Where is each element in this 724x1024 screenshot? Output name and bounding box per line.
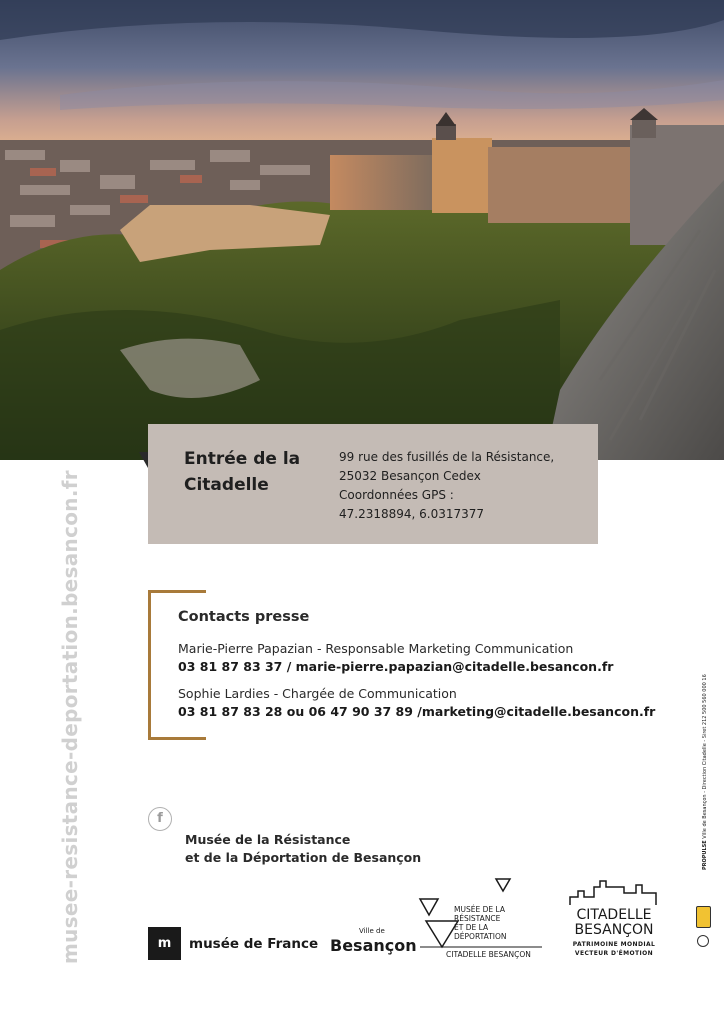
print-label-icon <box>696 906 711 928</box>
facebook-line-1: Musée de la Résistance <box>185 832 351 847</box>
musee-logo-line-3: ET DE LA <box>454 923 489 932</box>
contact-1-details[interactable]: 03 81 87 83 37 / marie-pierre.papazian@citadelle.besancon.fr <box>178 659 614 674</box>
address-box <box>148 424 598 544</box>
facebook-icon[interactable]: f <box>148 807 172 831</box>
contact-2-details[interactable]: 03 81 87 83 28 ou 06 47 90 37 89 /marketing@citadelle.besancon.fr <box>178 704 656 719</box>
musee-logo-line-4: DÉPORTATION <box>454 932 507 941</box>
entrance-title-line-2: Citadelle <box>184 475 269 495</box>
contact-2-role: Sophie Lardies - Chargée de Communication <box>178 686 457 701</box>
entrance-title <box>184 446 314 498</box>
gps-label: Coordonnées GPS : <box>339 488 454 502</box>
musee-de-france-text: musée de France <box>189 935 319 952</box>
citadelle-name-line-2: BESANÇON <box>574 922 654 938</box>
musee-de-france-mark: m <box>148 927 181 960</box>
citadelle-name-line-1: CITADELLE <box>576 907 652 923</box>
contact-1-role: Marie-Pierre Papazian - Responsable Marketing Communication <box>178 641 574 656</box>
musee-logo-line-2: RÉSISTANCE <box>454 914 501 923</box>
citadelle-subtitle-line-1: PATRIMOINE MONDIAL <box>572 941 656 948</box>
address-lines <box>339 448 589 524</box>
entrance-title-line-1: Entrée de la <box>184 449 301 469</box>
facebook-line-2: et de la Déportation de Besançon <box>185 850 422 865</box>
musee-de-france-logo <box>148 927 318 960</box>
ville-de-label: Ville de <box>359 927 385 935</box>
credits-text <box>702 674 708 870</box>
postal-city: 25032 Besançon Cedex <box>339 469 481 483</box>
hero-photo-citadelle <box>0 0 724 460</box>
facebook-page-name[interactable] <box>185 831 421 867</box>
recycle-icon <box>697 935 709 947</box>
citadelle-besancon-logo <box>564 877 664 962</box>
contacts-title: Contacts presse <box>178 609 310 625</box>
citadel-skyline-icon <box>564 877 664 907</box>
musee-logo-line-1: MUSÉE DE LA <box>454 905 505 914</box>
citadelle-subtitle-line-2: VECTEUR D'ÉMOTION <box>574 950 654 957</box>
credits-brand: PROPULSE <box>702 840 708 870</box>
besancon-label: Besançon <box>330 936 417 955</box>
website-url: musee-resistance-deportation.besancon.fr <box>58 470 82 964</box>
gps-coordinates: 47.2318894, 6.0317377 <box>339 507 485 521</box>
street-address: 99 rue des fusillés de la Résistance, <box>339 450 555 464</box>
credits-details: Ville de Besançon - Direction Citadelle - Siret 212 500 560 000 16 <box>702 674 708 839</box>
musee-logo-bottom: CITADELLE BESANÇON <box>446 950 531 959</box>
musee-resistance-logo <box>418 877 544 961</box>
